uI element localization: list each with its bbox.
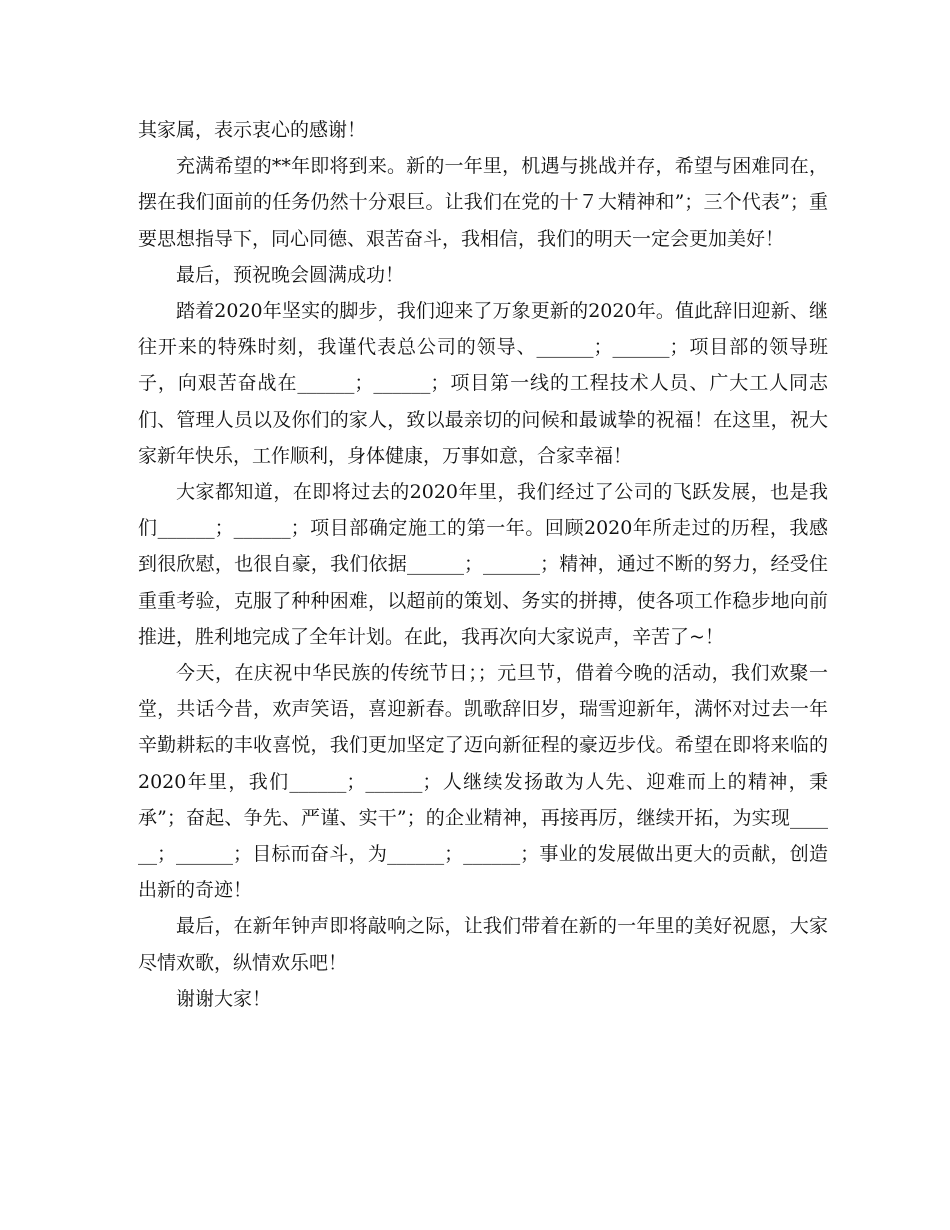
paragraph-gala-wish: 最后，预祝晚会圆满成功！ bbox=[176, 263, 405, 286]
paragraph-greeting: 踏着2020年坚实的脚步，我们迎来了万象更新的2020年。值此辞旧迎新、继往开来的特殊时刻，我谨代表总公司的领导、______；______；项目部的领导班子，向艰苦奋战在______；______；项目第一线的工程技术人员、广大工人同志们、管理人员以及你们的家人，致以最亲切的问候和最诚挚的祝福！在这里，祝大家新年快乐，工作顺利，身体健康，万事如意，合家幸福！ bbox=[138, 300, 828, 467]
paragraph-final-wish: 最后，在新年钟声即将敲响之际，让我们带着在新的一年里的美好祝愿，大家尽情欢歌，纵情欢乐吧！ bbox=[138, 915, 828, 974]
paragraph-celebration: 今天，在庆祝中华民族的传统节日；；元旦节，借着今晚的活动，我们欢聚一堂，共话今昔，欢声笑语，喜迎新春。凯歌辞旧岁，瑞雪迎新年，满怀对过去一年辛勤耕耘的丰收喜悦，我们更加坚定了迈向新征程的豪迈步伐。希望在即将来临的2020年里，我们______；______；人继续发扬敢为人先、迎难而上的精神，秉承”；奋起、争先、严谨、实干”；的企业精神，再接再厉，继续开拓，为实现______；______；目标而奋斗，为______；______；事业的发展做出更大的贡献，创造出新的奇迹！ bbox=[138, 662, 828, 902]
paragraph-new-year-hope: 充满希望的**年即将到来。新的一年里，机遇与挑战并存，希望与困难同在，摆在我们面前的任务仍然十分艰巨。让我们在党的十７大精神和”；三个代表”；重要思想指导下，同心同德、艰苦奋斗，我相信，我们的明天一定会更加美好！ bbox=[138, 155, 828, 250]
document-body bbox=[138, 112, 828, 1017]
paragraph-thank-you: 谢谢大家！ bbox=[176, 987, 272, 1010]
paragraph-closing-thanks: 其家属，表示衷心的感谢！ bbox=[138, 119, 367, 141]
paragraph-review: 大家都知道，在即将过去的2020年里，我们经过了公司的飞跃发展，也是我们______；______；项目部确定施工的第一年。回顾2020年所走过的历程，我感到很欣慰，也很自豪，我们依据______；______；精神，通过不断的努力，经受住重重考验，克服了种种困难，以超前的策划、务实的拼搏，使各项工作稳步地向前推进，胜利地完成了全年计划。在此，我再次向大家说声，辛苦了~！ bbox=[138, 481, 828, 648]
